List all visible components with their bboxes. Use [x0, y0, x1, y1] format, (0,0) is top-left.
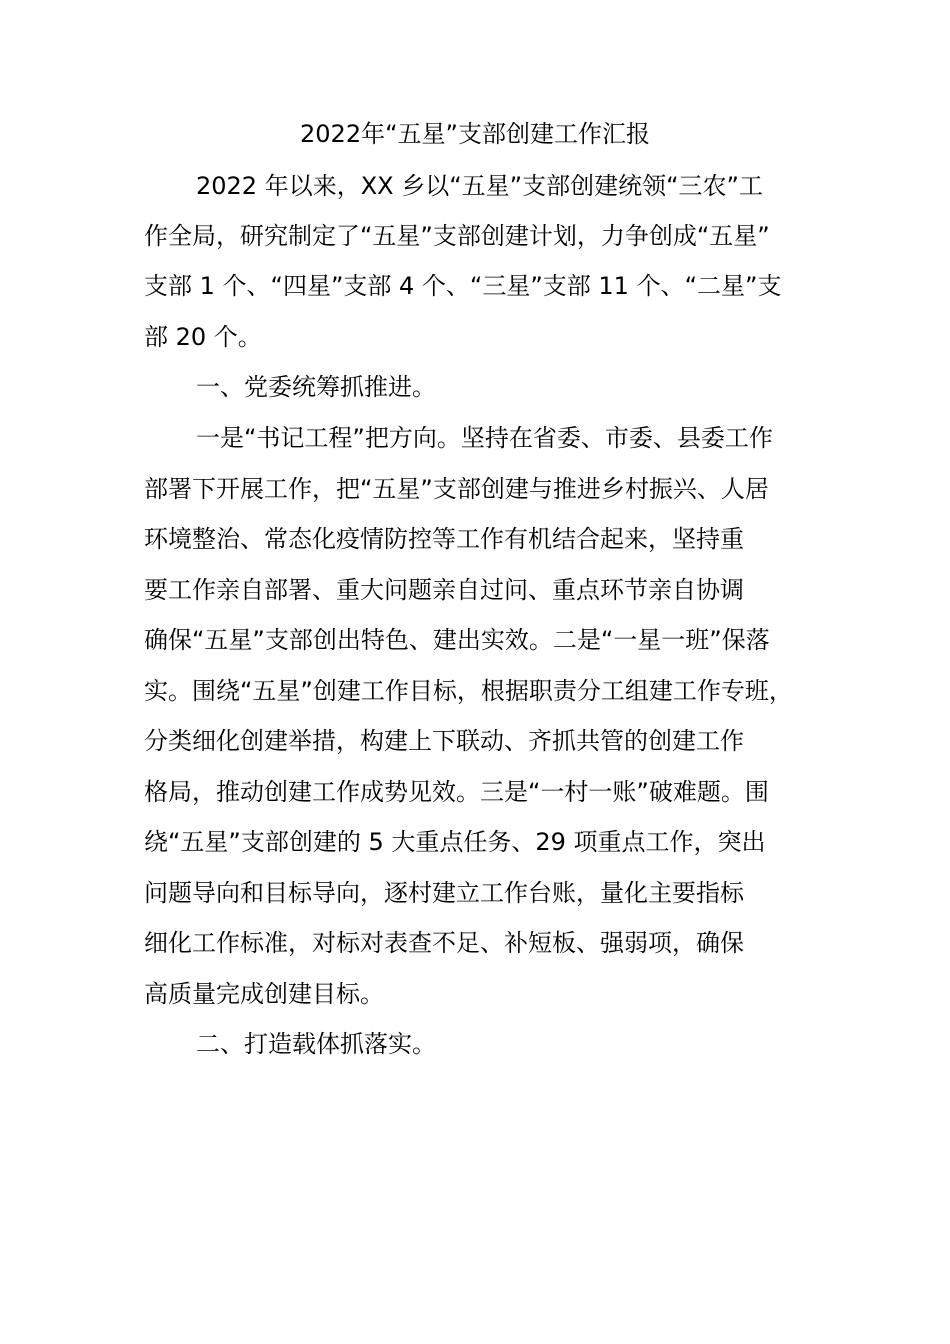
paragraph-1-line-4: 部 20 个。 — [144, 323, 262, 351]
paragraph-2-line-6: 实。围绕“五星”创建工作目标，根据职责分工组建工作专班， — [144, 677, 793, 705]
paragraph-2-line-4: 要工作亲自部署、重大问题亲自过问、重点环节亲自协调 — [144, 576, 744, 604]
paragraph-1-line-1: 2022 年以来，XX 乡以“五星”支部创建统领“三农”工 — [196, 172, 763, 200]
paragraph-1-line-2: 作全局，研究制定了“五星”支部创建计划，力争创成“五星” — [144, 222, 770, 250]
paragraph-2-line-5: 确保“五星”支部创出特色、建出实效。二是“一星一班”保落 — [144, 626, 770, 654]
paragraph-2-line-2: 部署下开展工作，把“五星”支部创建与推进乡村振兴、人居 — [144, 475, 769, 503]
section-heading-2: 二、打造载体抓落实。 — [196, 1030, 436, 1058]
paragraph-2-line-1: 一是“书记工程”把方向。坚持在省委、市委、县委工作 — [196, 424, 773, 452]
paragraph-1-line-3: 支部 1 个、“四星”支部 4 个、“三星”支部 11 个、“二星”支 — [144, 272, 782, 300]
paragraph-2-line-12: 高质量完成创建目标。 — [144, 980, 384, 1008]
paragraph-2-line-10: 问题导向和目标导向，逐村建立工作台账，量化主要指标 — [144, 879, 744, 907]
paragraph-2-line-8: 格局，推动创建工作成势见效。三是“一村一账”破难题。围 — [144, 778, 769, 806]
paragraph-2-line-3: 环境整治、常态化疫情防控等工作有机结合起来，坚持重 — [144, 525, 744, 553]
document-title: 2022年“五星”支部创建工作汇报 — [300, 120, 650, 148]
paragraph-2-line-11: 细化工作标准，对标对表查不足、补短板、强弱项，确保 — [144, 929, 744, 957]
paragraph-2-line-9: 绕“五星”支部创建的 5 大重点任务、29 项重点工作，突出 — [144, 828, 766, 856]
paragraph-2-line-7: 分类细化创建举措，构建上下联动、齐抓共管的创建工作 — [144, 727, 744, 755]
section-heading-1: 一、党委统筹抓推进。 — [196, 373, 436, 401]
